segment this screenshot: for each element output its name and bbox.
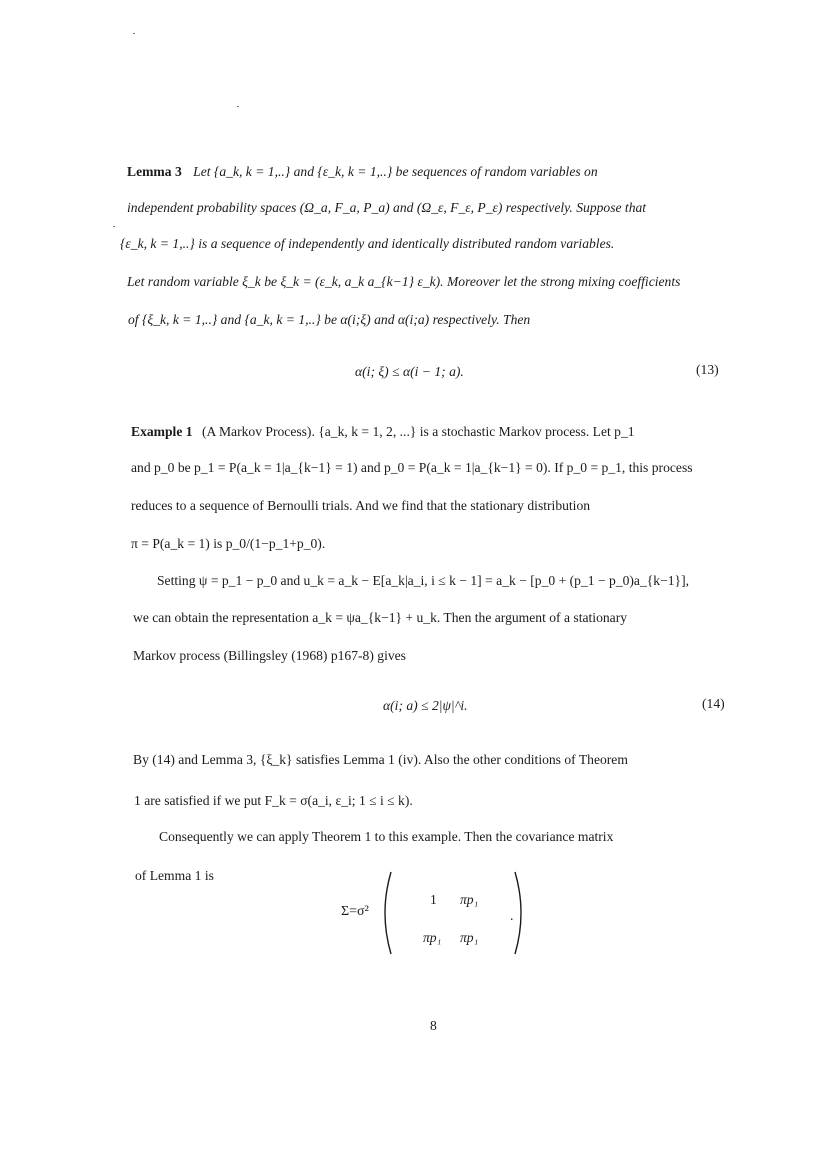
page-number: 8 xyxy=(430,1018,437,1033)
by14-line-2: 1 are satisfied if we put F_k = σ(a_i, ε_i; 1 ≤ i ≤ k). xyxy=(134,793,413,808)
matrix-cell-1-2: πp₁ xyxy=(460,892,479,907)
setting-line-2: we can obtain the representation a_k = ψa_{k−1} + u_k. Then the argument of a stationary xyxy=(133,610,628,625)
lemma-3-label: Lemma 3 xyxy=(127,164,182,179)
equation-13-number: (13) xyxy=(696,362,719,377)
lemma-3-line-5: of {ξ_k, k = 1,..} and {a_k, k = 1,..} be α(i;ξ) and α(i;a) respectively. Then xyxy=(128,312,531,327)
matrix-lhs: Σ=σ² xyxy=(341,904,369,919)
example-1-line-4: π = P(a_k = 1) is p_0/(1−p_1+p_0). xyxy=(131,536,326,551)
equation-14: α(i; a) ≤ 2|ψ|^i. xyxy=(383,698,468,713)
setting-line-1: Setting ψ = p_1 − p_0 and u_k = a_k − E[a_k|a_i, i ≤ k − 1] = a_k − [p_0 + (p_1 − p_0)a_{k−1}], xyxy=(157,573,690,588)
consequently-line-2: of Lemma 1 is xyxy=(135,868,214,883)
matrix-cell-2-1: πp₁ xyxy=(423,930,442,945)
matrix-brackets xyxy=(379,868,529,958)
scan-speck xyxy=(113,226,115,227)
lemma-3-line-1: Lemma 3 Let {a_k, k = 1,..} and {ε_k, k = 1,..} be sequences of random variables on xyxy=(127,164,598,179)
equation-14-number: (14) xyxy=(702,696,725,711)
by14-line-1: By (14) and Lemma 3, {ξ_k} satisfies Lemma 1 (iv). Also the other conditions of Theorem xyxy=(133,752,628,767)
setting-line-3: Markov process (Billingsley (1968) p167-8) gives xyxy=(133,648,406,663)
scan-speck xyxy=(133,33,135,34)
example-1-line-2: and p_0 be p_1 = P(a_k = 1|a_{k−1} = 1) and p_0 = P(a_k = 1|a_{k−1} = 0). If p_0 = p_1, this process xyxy=(131,460,693,475)
covariance-matrix xyxy=(341,868,531,958)
matrix-trailing-period: . xyxy=(510,908,514,923)
scan-speck xyxy=(237,106,239,107)
example-1-line-1: Example 1 (A Markov Process). {a_k, k = 1, 2, ...} is a stochastic Markov process. Let p_1 xyxy=(131,424,635,439)
consequently-line-1: Consequently we can apply Theorem 1 to this example. Then the covariance matrix xyxy=(159,829,614,844)
lemma-3-line-3: {ε_k, k = 1,..} is a sequence of independently and identically distributed random variables. xyxy=(120,236,615,251)
lemma-3-line-2: independent probability spaces (Ω_a, F_a, P_a) and (Ω_ε, F_ε, P_ε) respectively. Suppose that xyxy=(127,200,647,215)
lemma-3-line-4: Let random variable ξ_k be ξ_k = (ε_k, a_k a_{k−1} ε_k). Moreover let the strong mixing coefficients xyxy=(127,274,681,289)
matrix-cell-1-1: 1 xyxy=(430,892,437,907)
example-1-line-3: reduces to a sequence of Bernoulli trials. And we find that the stationary distribution xyxy=(131,498,591,513)
matrix-cell-2-2: πp₁ xyxy=(460,930,479,945)
equation-13: α(i; ξ) ≤ α(i − 1; a). xyxy=(355,364,464,379)
example-1-label: Example 1 xyxy=(131,424,193,439)
